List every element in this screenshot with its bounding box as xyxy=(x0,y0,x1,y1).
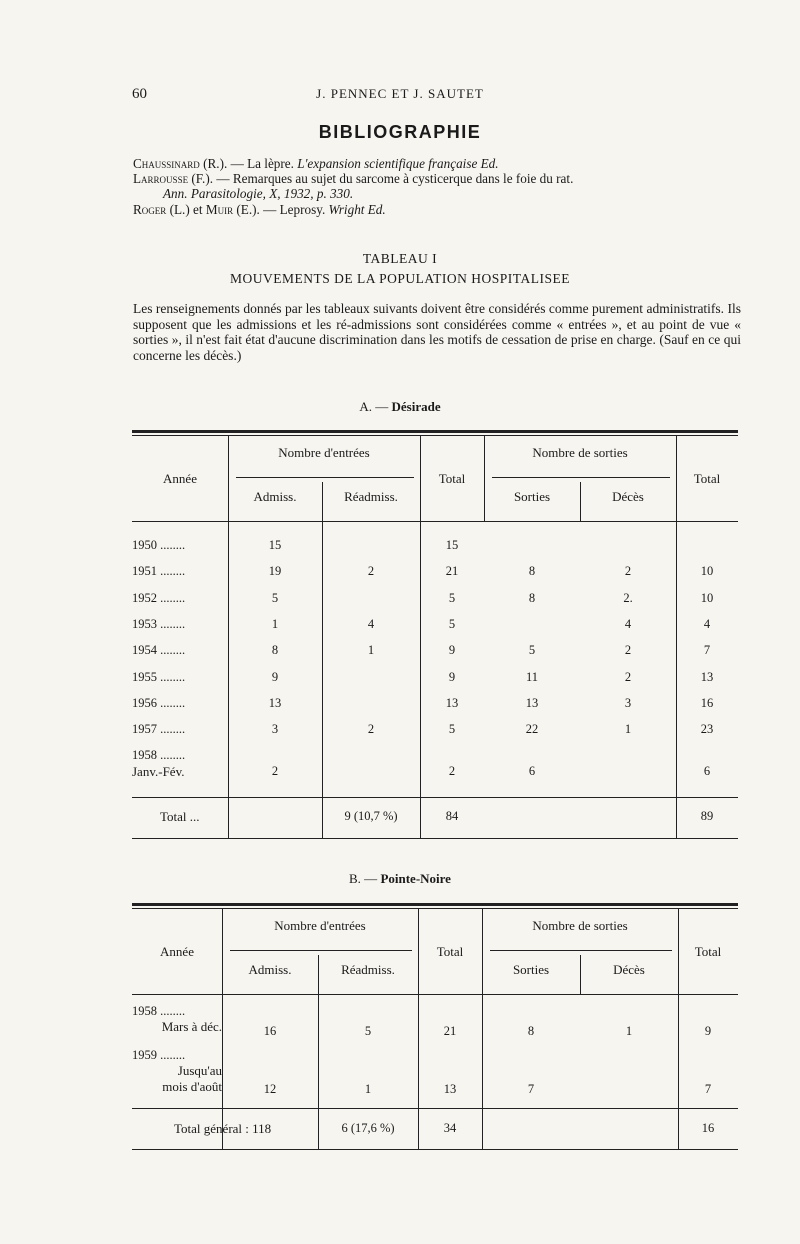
header-admiss: Admiss. xyxy=(248,962,292,977)
ref-italic: L'expansion scientifique française Ed. xyxy=(297,156,499,171)
section-a-label xyxy=(0,399,800,415)
ref-italic: Wright Ed. xyxy=(328,202,386,217)
cell-deces: 2 xyxy=(624,643,632,658)
cell-admiss: 3 xyxy=(271,722,279,737)
total-label: Total ... xyxy=(160,809,200,824)
cell-admiss: 2 xyxy=(271,764,279,779)
cell-sorties: 5 xyxy=(528,643,536,658)
cell-admiss: 19 xyxy=(268,564,282,579)
ref-text: — Remarques au sujet du sarcome à cysticerque dans le foie du rat. xyxy=(213,171,574,186)
total-in: 34 xyxy=(443,1121,457,1135)
cell-total-out: 7 xyxy=(703,643,711,658)
total-out: 89 xyxy=(700,809,714,823)
header-entrees: Nombre d'entrées xyxy=(278,445,370,460)
ref-author-2: Muir xyxy=(205,202,234,217)
row-year: 1950 ........ xyxy=(132,538,186,552)
table-pointe-noire xyxy=(132,903,738,1155)
header-sorties: Sorties xyxy=(513,489,551,504)
header-total-out: Total xyxy=(693,471,721,486)
row-year: 1958 ........ xyxy=(132,748,186,763)
ref-initials: (L.) et xyxy=(169,202,206,217)
section-a-prefix: A. — xyxy=(359,399,392,414)
ref-author: Larrousse xyxy=(133,171,189,186)
total-out: 16 xyxy=(701,1121,715,1135)
header-sorties: Sorties xyxy=(512,962,550,977)
cell-total-in: 15 xyxy=(445,538,459,552)
cell-total-out: 10 xyxy=(700,590,714,605)
ref-initials: (F.). xyxy=(191,171,214,186)
cell-admiss: 9 xyxy=(271,669,279,684)
cell-sorties: 8 xyxy=(528,590,536,605)
header-deces: Décès xyxy=(612,489,644,504)
cell-readmiss: 5 xyxy=(364,1024,372,1038)
cell-total-in: 13 xyxy=(443,1082,457,1096)
section-b-prefix: B. — xyxy=(349,871,381,886)
table-title: TABLEAU I xyxy=(362,251,438,266)
cell-admiss: 12 xyxy=(263,1082,277,1096)
total-general-label: Total général : 118 xyxy=(174,1121,272,1136)
cell-admiss: 15 xyxy=(268,538,282,552)
row-year: 1957 ........ xyxy=(132,722,186,737)
cell-total-out: 23 xyxy=(700,722,714,737)
cell-sorties: 22 xyxy=(525,722,539,737)
header-sorties-group: Nombre de sorties xyxy=(532,918,628,933)
cell-readmiss: 4 xyxy=(367,616,375,631)
cell-deces: 2 xyxy=(624,564,632,579)
row-year: 1956 ........ xyxy=(132,695,186,710)
cell-total-in: 5 xyxy=(448,590,456,605)
header-admiss: Admiss. xyxy=(253,489,297,504)
ref-continuation: Ann. Parasitologie, X, 1932, p. 330. xyxy=(163,186,354,201)
header-annee: Année xyxy=(160,944,194,959)
section-b-label xyxy=(0,871,800,887)
cell-readmiss: 2 xyxy=(367,564,375,579)
cell-readmiss: 1 xyxy=(364,1082,372,1096)
cell-total-in: 13 xyxy=(445,695,459,710)
section-a-name: Désirade xyxy=(391,399,441,414)
total-readmiss: 9 (10,7 %) xyxy=(344,809,398,823)
header-readmiss: Réadmiss. xyxy=(341,962,395,977)
cell-total-out: 9 xyxy=(704,1024,712,1038)
row-year: 1953 ........ xyxy=(132,616,186,631)
header-sorties-group: Nombre de sorties xyxy=(532,445,628,460)
total-in: 84 xyxy=(445,809,459,823)
bibliography-title: BIBLIOGRAPHIE xyxy=(318,122,482,142)
row-year: 1958 ........ xyxy=(132,1004,186,1018)
running-head: J. PENNEC ET J. SAUTET xyxy=(316,86,484,101)
cell-total-in: 21 xyxy=(443,1024,457,1038)
cell-admiss: 1 xyxy=(271,616,279,631)
ref-author: Roger xyxy=(133,202,167,217)
cell-total-out: 13 xyxy=(700,669,714,684)
cell-sorties: 8 xyxy=(528,564,536,579)
reference-entry xyxy=(133,156,743,171)
cell-total-out: 7 xyxy=(704,1082,712,1096)
reference-entry xyxy=(133,202,743,217)
cell-deces: 3 xyxy=(624,695,632,710)
cell-readmiss: 2 xyxy=(367,722,375,737)
header-deces: Décès xyxy=(613,962,645,977)
cell-deces: 2 xyxy=(624,669,632,684)
row-year: 1952 ........ xyxy=(132,590,186,605)
ref-initials-2: (E.). xyxy=(236,202,260,217)
header-annee: Année xyxy=(163,471,197,486)
cell-admiss: 5 xyxy=(271,590,279,605)
row-period: Mars à déc. xyxy=(161,1019,222,1034)
row-year: 1951 ........ xyxy=(132,564,186,579)
cell-deces: 2. xyxy=(623,590,633,605)
cell-total-in: 9 xyxy=(448,643,456,658)
cell-total-in: 5 xyxy=(448,722,456,737)
cell-total-out: 4 xyxy=(703,616,711,631)
cell-sorties: 6 xyxy=(528,764,536,779)
row-year: 1955 ........ xyxy=(132,669,186,684)
header-total-out: Total xyxy=(694,944,722,959)
cell-deces: 1 xyxy=(624,722,632,737)
cell-total-out: 10 xyxy=(700,564,714,579)
ref-author: Chaussinard xyxy=(133,156,200,171)
ref-text: — Leprosy. xyxy=(259,202,329,217)
row-year: 1954 ........ xyxy=(132,643,186,658)
cell-total-in: 5 xyxy=(448,616,456,631)
table-subtitle: MOUVEMENTS DE LA POPULATION HOSPITALISEE xyxy=(230,271,570,286)
ref-initials: (R.). xyxy=(203,156,228,171)
page-number: 60 xyxy=(132,86,147,102)
cell-deces: 4 xyxy=(624,616,632,631)
cell-readmiss: 1 xyxy=(367,643,375,658)
row-period: Janv.-Fév. xyxy=(132,764,185,780)
cell-admiss: 8 xyxy=(271,643,279,658)
cell-sorties: 11 xyxy=(525,669,539,684)
header-entrees: Nombre d'entrées xyxy=(274,918,366,933)
cell-deces: 1 xyxy=(625,1024,633,1038)
row-year: 1959 ........ xyxy=(132,1048,186,1062)
cell-admiss: 16 xyxy=(263,1024,277,1038)
cell-total-out: 16 xyxy=(700,695,714,710)
total-readmiss: 6 (17,6 %) xyxy=(341,1121,395,1135)
cell-sorties: 13 xyxy=(525,695,539,710)
header-readmiss: Réadmiss. xyxy=(344,489,398,504)
cell-sorties: 7 xyxy=(527,1082,535,1096)
intro-paragraph: Les renseignements donnés par les tableaux suivants doivent être considérés comme purement administratifs. Ils supposent que les admissions et les ré-admissions sont considérées comme « entrées », et au point de vue « sorties », il n'est fait état d'aucune discrimination dans les motifs de cessation de prise en charge. (Sauf en ce qui concerne les décès.) xyxy=(133,301,741,363)
cell-total-in: 21 xyxy=(445,564,459,579)
cell-total-in: 9 xyxy=(448,669,456,684)
table-desirade xyxy=(132,430,738,840)
cell-total-in: 2 xyxy=(448,764,456,779)
cell-total-out: 6 xyxy=(703,764,711,779)
row-period: Jusqu'au xyxy=(177,1063,222,1078)
cell-admiss: 13 xyxy=(268,695,282,710)
cell-sorties: 8 xyxy=(527,1024,535,1038)
ref-text: — La lèpre. xyxy=(227,156,298,171)
header-total-in: Total xyxy=(438,471,466,486)
reference-entry xyxy=(133,171,743,201)
row-period-2: mois d'août xyxy=(162,1079,222,1094)
header-total-in: Total xyxy=(436,944,464,959)
section-b-name: Pointe-Noire xyxy=(380,871,451,886)
